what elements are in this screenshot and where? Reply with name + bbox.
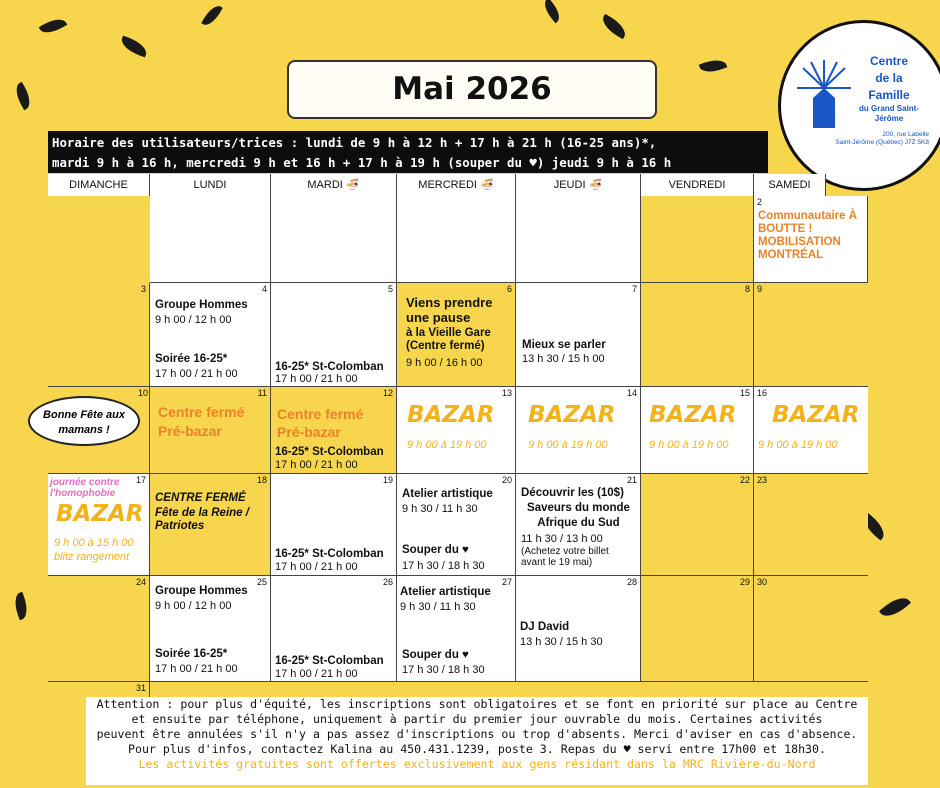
header-mardi-label: MARDI [307,179,343,191]
logo-line1: Centre [869,54,908,68]
event-time: 9 h 30 / 11 h 30 [400,601,476,613]
event-time: 9 h 00 à 19 h 00 [649,439,729,451]
event-note: journée contre l'homophobie [50,477,120,499]
day-cell-25 [150,576,271,682]
header-mercredi-label: MERCREDI [418,179,477,191]
day-number: 25 [256,577,267,587]
event-title: 16-25* St-Colomban [275,446,384,458]
event-time: 17 h 00 / 21 h 00 [155,663,238,675]
month-title: Mai 2026 [392,71,552,107]
event-time: 9 h 00 à 19 h 00 [758,439,838,451]
day-cell-empty [516,196,641,283]
event-time: 17 h 00 / 21 h 00 [275,459,358,471]
day-number: 5 [387,284,393,294]
event-time: 17 h 00 / 21 h 00 [155,368,238,380]
event-title: Groupe Hommes [155,299,248,311]
day-number: 16 [757,388,768,398]
event-subtitle: Fête de la Reine / Patriotes [155,507,249,532]
bowl-icon: 🍜 [588,179,603,191]
event-time: 17 h 30 / 18 h 30 [402,560,485,572]
event-time: 9 h 00 / 16 h 00 [406,357,483,369]
footer-line3: peuvent être annulées s'il n'y a pas assez d'inscriptions ou trop d'absents. Merci d'aviser en cas d'absence. [96,727,858,741]
day-number: 15 [739,388,750,398]
event-text: Communautaire À BOUTTE ! MOBILISATION MONTRÉAL [758,210,858,261]
day-cell-14 [516,387,641,474]
day-number: 11 [257,388,267,398]
day-number: 29 [739,577,750,587]
header-jeudi [516,174,641,196]
day-cell-22 [641,474,754,576]
event-time: 9 h 30 / 11 h 30 [402,503,478,515]
day-number: 24 [135,577,146,587]
day-number: 4 [261,284,267,294]
day-cell-empty [397,196,516,283]
day-cell-30 [754,576,868,682]
event-subtitle: blitz rangement [54,551,130,563]
hours-line1: Horaire des utilisateurs/trices : lundi de 9 h à 12 h + 17 h à 21 h (16-25 ans)*, [52,135,657,150]
event-time: 17 h 00 / 21 h 00 [275,373,358,385]
day-cell-24 [48,576,150,682]
event-title: CENTRE FERMÉ [155,492,246,504]
day-cell-empty [641,196,754,283]
event-subtitle: à la Vieille Gare (Centre fermé) [406,327,491,352]
bazar-title: BAZAR [407,402,495,428]
footer-notice [86,697,868,785]
day-number: 14 [626,388,637,398]
day-cell-29 [641,576,754,682]
day-cell-8 [641,283,754,387]
footer-line4: Pour plus d'infos, contactez Kalina au 450.431.1239, poste 3. Repas du ♥ servi entre 17h00 et 18h30. [127,742,826,756]
day-number: 27 [501,577,512,587]
month-title-box [287,60,657,119]
day-number: 20 [501,475,512,485]
event-title: Centre fermé [277,406,364,422]
organization-logo [778,20,940,191]
logo-line2: de la [875,71,903,85]
event-time: 9 h 00 à 19 h 00 [407,439,487,451]
day-number: 17 [135,475,146,485]
header-lundi: LUNDI [150,174,271,196]
event-time: 17 h 00 / 21 h 00 [275,668,358,680]
event-title: Groupe Hommes [155,585,248,597]
event-subtitle: Saveurs du monde [527,502,630,514]
day-number: 23 [757,475,768,485]
event-time: 9 h 00 à 19 h 00 [528,439,608,451]
day-cell-27 [397,576,516,682]
day-cell-4 [150,283,271,387]
event-time: 17 h 00 / 21 h 00 [275,561,358,573]
event-time: 13 h 30 / 15 h 00 [522,353,605,365]
day-cell-9 [754,283,868,387]
day-cell-18 [150,474,271,576]
day-cell-7 [516,283,641,387]
logo-line3: Famille [868,88,910,102]
event-subtitle: Pré-bazar [158,423,222,439]
day-cell-3 [48,283,150,387]
day-number: 7 [631,284,637,294]
day-cell-empty [150,196,271,283]
day-cell-31 [48,682,150,698]
event-title: Atelier artistique [402,488,493,500]
day-cell-2 [754,196,868,283]
day-cell-13 [397,387,516,474]
day-number: 31 [135,683,146,693]
footer-line2: et ensuite par téléphone, uniquement à partir du premier jour ouvrable du mois. Certaines activités [131,712,823,726]
logo-address2: Saint-Jérôme (Québec) J7Z 5K8 [835,139,929,146]
footer-line5: Les activités gratuites sont offertes exclusivement aux gens résidant dans la MRC Rivière-du-Nord [138,757,816,771]
event-title: Centre fermé [158,404,245,420]
event-subtitle: Pré-bazar [277,424,341,440]
header-jeudi-label: JEUDI [553,179,586,191]
day-cell-19 [271,474,397,576]
day-cell-11 [150,387,271,474]
logo-line4: du Grand Saint-Jérôme [859,104,919,123]
day-number: 10 [138,388,149,398]
day-number: 6 [506,284,512,294]
day-cell-12 [271,387,397,474]
header-dimanche: DIMANCHE [48,174,150,196]
day-cell-empty [271,196,397,283]
header-samedi: SAMEDI [754,174,826,196]
day-cell-20 [397,474,516,576]
header-mardi [271,174,397,196]
event-title: Viens prendre une pause [406,295,493,325]
event-note: (Achetez votre billet avant le 19 mai) [521,546,609,568]
day-cell-6 [397,283,516,387]
bazar-title: BAZAR [772,402,860,428]
windmill-icon [795,58,853,128]
hours-banner [48,131,768,173]
day-cell-15 [641,387,754,474]
event-title: 16-25* St-Colomban [275,655,384,667]
event-title: Atelier artistique [400,586,491,598]
day-number: 30 [757,577,768,587]
day-number: 19 [382,475,393,485]
bowl-icon: 🍜 [345,179,360,191]
event-time: 13 h 30 / 15 h 30 [520,636,603,648]
event-subtitle: Afrique du Sud [537,517,620,529]
logo-address1: 200, rue Labelle [882,131,929,138]
footer-line1: Attention : pour plus d'équité, les inscriptions sont obligatoires et se font en priorité sur place au Centre [96,697,858,711]
header-mercredi [397,174,516,196]
event-title: DJ David [520,621,570,633]
day-cell-16 [754,387,868,474]
bowl-icon: 🍜 [480,179,494,191]
bazar-title: BAZAR [528,402,616,428]
header-vendredi: VENDREDI [641,174,754,196]
day-cell-23 [754,474,868,576]
day-cell-21 [516,474,641,576]
event-time: 9 h 00 / 12 h 00 [155,600,232,612]
day-number: 8 [744,284,750,294]
day-number: 2 [757,197,763,207]
event-title: Souper du ♥ [402,544,469,556]
day-number: 21 [626,475,637,485]
event-title: Mieux se parler [522,339,606,351]
event-time: 9 h 00 à 15 h 00 [54,537,134,549]
bazar-title: BAZAR [649,402,737,428]
day-cell-28 [516,576,641,682]
day-number: 3 [140,284,146,294]
day-number: 13 [501,388,512,398]
event-title: Souper du ♥ [402,649,469,661]
event-title: 16-25* St-Colomban [275,548,384,560]
day-number: 28 [626,577,637,587]
event-title: Soirée 16-25* [155,648,228,660]
event-time: 11 h 30 / 13 h 00 [521,533,603,545]
day-number: 9 [757,284,763,294]
bazar-title: BAZAR [56,501,144,527]
day-cell-26 [271,576,397,682]
hours-line2: mardi 9 h à 16 h, mercredi 9 h et 16 h + 17 h à 19 h (souper du ♥) jeudi 9 h à 16 h [52,155,672,170]
day-cell-17 [48,474,150,576]
mothers-day-bubble: Bonne Fête aux mamans ! [28,396,140,446]
event-time: 17 h 30 / 18 h 30 [402,664,485,676]
event-time: 9 h 00 / 12 h 00 [155,314,232,326]
event-title: Découvrir les (10$) [521,487,624,499]
day-number: 12 [382,388,393,398]
day-number: 26 [382,577,393,587]
event-title: Soirée 16-25* [155,353,228,365]
day-number: 22 [739,475,750,485]
day-cell-5 [271,283,397,387]
day-number: 18 [256,475,267,485]
event-title: 16-25* St-Colomban [275,361,384,373]
